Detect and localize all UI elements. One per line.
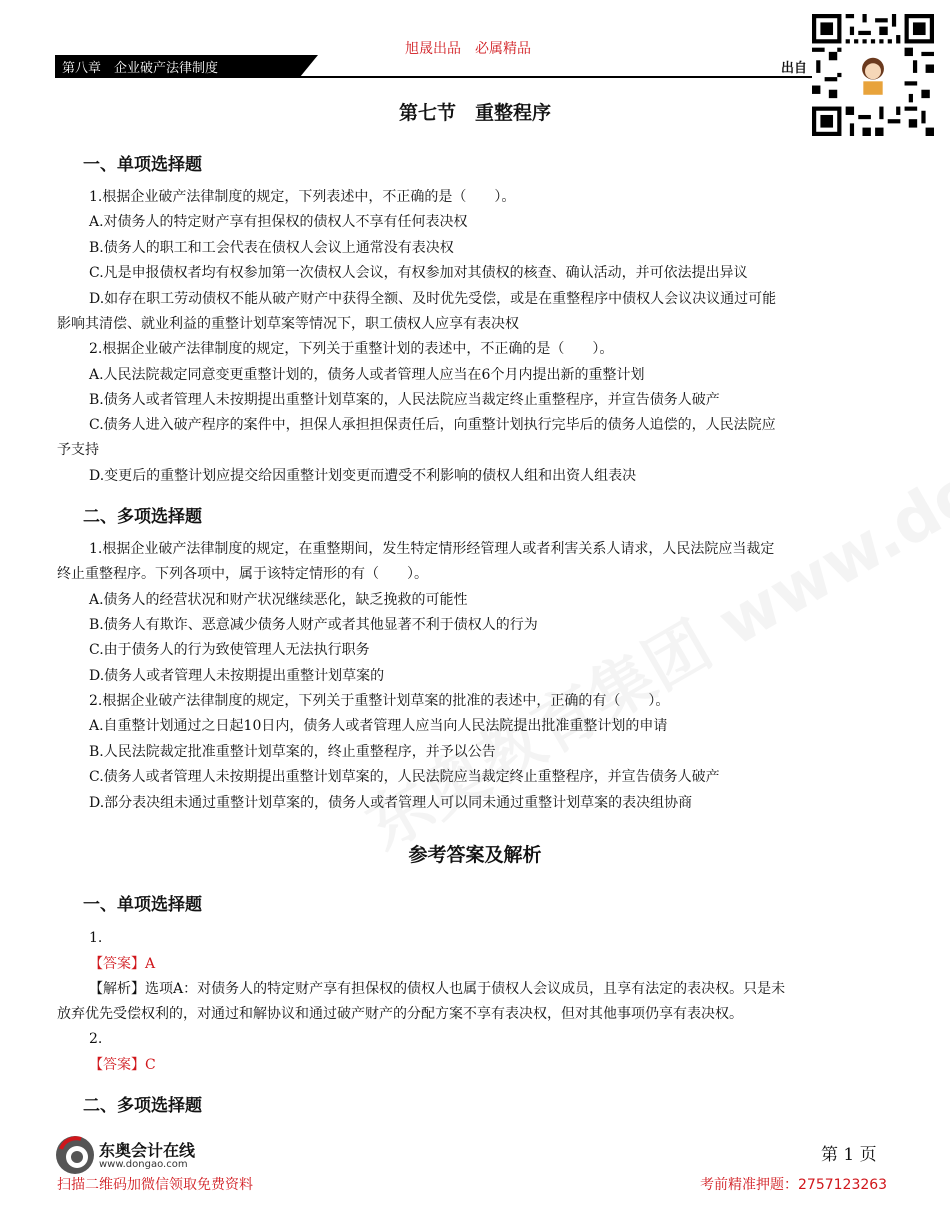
page-number: 第 1 页 bbox=[821, 1145, 877, 1165]
header-notch bbox=[300, 55, 318, 77]
answer-label: 【答案】 bbox=[89, 956, 145, 972]
q1-option-c: C.凡是申报债权者均有权参加第一次债权人会议，有权参加对其债权的核查、确认活动，并可依法提出异议 bbox=[89, 265, 748, 281]
heading-single-choice: 一、单项选择题 bbox=[83, 155, 202, 175]
m2-option-b: B.人民法院裁定批准重整计划草案的，终止重整程序，并予以公告 bbox=[89, 744, 496, 760]
q1-option-d-line1: D.如存在职工劳动债权不能从破产财产中获得全额、及时优先受偿，或是在重整程序中债权人会议决议通过可能 bbox=[89, 291, 777, 307]
q2-option-d: D.变更后的重整计划应提交给因重整计划变更而遭受不利影响的债权人组和出资人组表决 bbox=[89, 468, 637, 484]
explanation-text: 选项A：对债务人的特定财产享有担保权的债权人也属于债权人会议成员，且享有法定的表决权。只是未 bbox=[145, 981, 786, 997]
q2-option-c-line1: C.债务人进入破产程序的案件中，担保人承担担保责任后，向重整计划执行完毕后的债务人追偿的，人民法院应 bbox=[89, 417, 776, 433]
answer-1 bbox=[89, 955, 155, 973]
q2-stem: 2.根据企业破产法律制度的规定，下列关于重整计划的表述中，不正确的是（ ）。 bbox=[89, 341, 614, 357]
q2-option-c-line2: 予支持 bbox=[57, 442, 99, 458]
footer-contact: 考前精准押题：2757123263 bbox=[700, 1177, 888, 1193]
q1-stem: 1.根据企业破产法律制度的规定，下列表述中，不正确的是（ ）。 bbox=[89, 189, 516, 205]
m1-option-b: B.债务人有欺诈、恶意减少债务人财产或者其他显著不利于债权人的行为 bbox=[89, 617, 538, 633]
m2-option-c: C.债务人或者管理人未按期提出重整计划草案的，人民法院应当裁定终止重整程序，并宣告债务人破产 bbox=[89, 769, 720, 785]
answer-value: C bbox=[145, 1057, 156, 1073]
answer-label: 【答案】 bbox=[89, 1057, 145, 1073]
m1-stem-line2: 终止重整程序。下列各项中，属于该特定情形的有（ ）。 bbox=[57, 566, 428, 582]
answer-2-number: 2. bbox=[89, 1031, 103, 1047]
m2-option-a: A.自重整计划通过之日起10日内，债务人或者管理人应当向人民法院提出批准重整计划的申请 bbox=[89, 718, 668, 734]
m1-option-a: A.债务人的经营状况和财产状况继续恶化，缺乏挽救的可能性 bbox=[89, 592, 468, 608]
q2-option-b: B.债务人或者管理人未按期提出重整计划草案的，人民法院应当裁定终止重整程序，并宣告债务人破产 bbox=[89, 392, 720, 408]
q1-option-b: B.债务人的职工和工会代表在债权人会议上通常没有表决权 bbox=[89, 240, 454, 256]
heading-multi-choice: 二、多项选择题 bbox=[83, 507, 202, 527]
answers-title: 参考答案及解析 bbox=[408, 844, 542, 866]
q1-option-a: A.对债务人的特定财产享有担保权的债权人不享有任何表决权 bbox=[89, 214, 468, 230]
m1-stem-line1: 1.根据企业破产法律制度的规定，在重整期间，发生特定情形经管理人或者利害关系人请求，人民法院应当裁定 bbox=[89, 541, 775, 557]
explanation-label: 【解析】 bbox=[89, 981, 145, 997]
answer-2 bbox=[89, 1056, 156, 1074]
q2-option-a: A.人民法院裁定同意变更重整计划的，债务人或者管理人应当在6个月内提出新的重整计划 bbox=[89, 367, 645, 383]
chapter-label: 第八章 企业破产法律制度 bbox=[62, 61, 219, 76]
heading-answers-multi: 二、多项选择题 bbox=[83, 1096, 202, 1116]
m1-option-d: D.债务人或者管理人未按期提出重整计划草案的 bbox=[89, 668, 385, 684]
answer-1-number: 1. bbox=[89, 930, 103, 946]
footer-wechat-note: 扫描二维码加微信领取免费资料 bbox=[57, 1177, 253, 1193]
header-rule bbox=[55, 76, 815, 78]
logo-text: 东奥会计在线 bbox=[99, 1141, 196, 1160]
m1-option-c: C.由于债务人的行为致使管理人无法执行职务 bbox=[89, 642, 370, 658]
dongao-logo-icon bbox=[55, 1135, 95, 1175]
explanation-line2: 放弃优先受偿权利的，对通过和解协议和通过破产财产的分配方案不享有表决权，但对其他事项仍享有表决权。 bbox=[57, 1006, 743, 1022]
header-slogan: 旭晟出品 必属精品 bbox=[405, 41, 531, 57]
explanation-line1 bbox=[89, 980, 785, 998]
source-label: 出自 bbox=[781, 61, 808, 76]
m2-stem: 2.根据企业破产法律制度的规定，下列关于重整计划草案的批准的表述中，正确的有（ ）。 bbox=[89, 693, 670, 709]
logo-url: www.dongao.com bbox=[99, 1159, 188, 1170]
heading-answers-single: 一、单项选择题 bbox=[83, 895, 202, 915]
m2-option-d: D.部分表决组未通过重整计划草案的，债务人或者管理人可以同未通过重整计划草案的表决组协商 bbox=[89, 795, 693, 811]
section-title: 第七节 重整程序 bbox=[398, 102, 551, 124]
answer-value: A bbox=[145, 956, 156, 972]
q1-option-d-line2: 影响其清偿、就业利益的重整计划草案等情况下，职工债权人应享有表决权 bbox=[57, 316, 519, 332]
